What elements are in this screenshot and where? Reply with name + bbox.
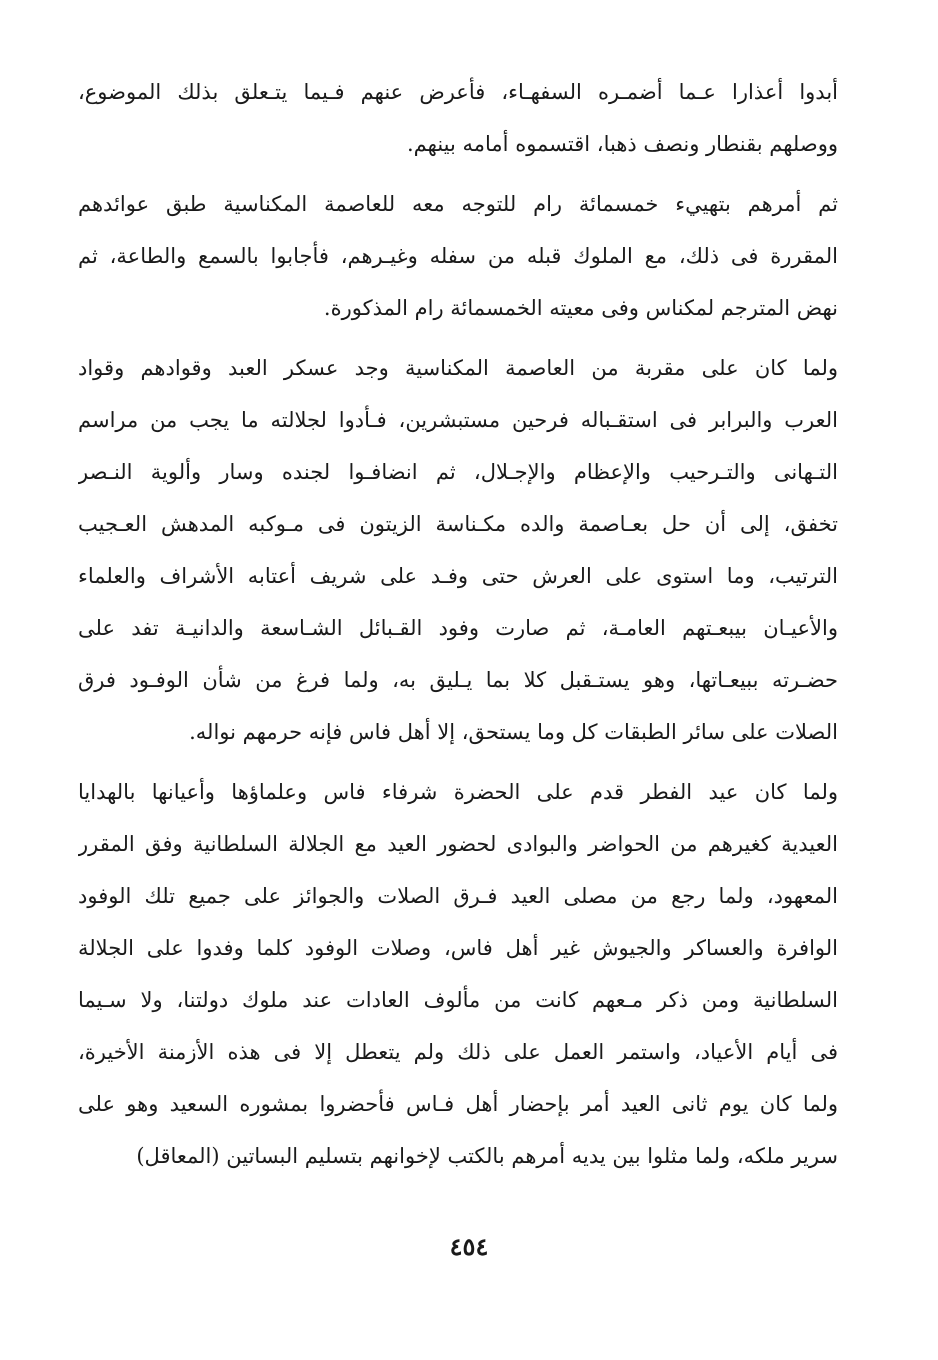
text-line: والأعيـان بيبعـتهم العامـة، ثم صارت وفود القـبائل الشـاسعة والدانيـة تفد على xyxy=(78,616,838,640)
text-line: ووصلهم بقنطار ونصف ذهبا، اقتسموه أمامه بينهم. xyxy=(407,132,838,156)
text-line: الوافرة والعساكر والجيوش غير أهل فاس، وصلات الوفود كلما وفدوا على الجلالة xyxy=(78,936,838,960)
text-line: ولما كان عيد الفطر قدم على الحضرة شرفاء فاس وعلماؤها وأعيانها بالهدايا xyxy=(78,780,838,804)
text-line: أبدوا أعذارا عـما أضمـره السفهـاء، فأعرض عنهم فـيما يتـعلق بذلك الموضوع، xyxy=(78,80,838,104)
page-number: ٤٥٤ xyxy=(449,1232,489,1261)
paragraph xyxy=(78,66,838,170)
text-line: المعهود، ولما رجع من مصلى العيد فـرق الصلات والجوائز على جميع تلك الوفود xyxy=(78,884,838,908)
text-line: الترتيب، وما استوى على العرش حتى وفـد على شريف أعتابه الأشراف والعلماء xyxy=(78,564,838,588)
text-line: التـهانى والتـرحيب والإعظام والإجـلال، ثم انضافـوا لجنده وسار وألوية النـصر xyxy=(78,460,838,484)
text-line: السلطانية ومن ذكر مـعهم كانت من مألوف العادات عند ملوك دولتنا، ولا سـيما xyxy=(78,988,838,1012)
text-line: نهض المترجم لمكناس وفى معيته الخمسمائة رام المذكورة. xyxy=(323,296,838,320)
text-line: العرب والبرابر فى استقـباله فرحين مستبشرين، فـأدوا لجلالته ما يجب من مراسم xyxy=(78,408,838,432)
paragraph xyxy=(78,766,838,1182)
text-line: تخفق، إلى أن حل بعـاصمة والده مكـناسة الزيتون فى مـوكبه المدهش العـجيب xyxy=(78,512,838,536)
text-line: ولما كان على مقربة من العاصمة المكناسية وجد عسكر العبد وقوادهم وقواد xyxy=(78,356,838,380)
text-line: المقررة فى ذلك، مع الملوك قبله من سفله وغيـرهم، فأجابوا بالسمع والطاعة، ثم xyxy=(78,244,838,268)
paragraph xyxy=(78,342,838,758)
document-body xyxy=(78,66,838,1182)
text-line: الصلات على سائر الطبقات كل وما يستحق، إلا أهل فاس فإنه حرمهم نواله. xyxy=(189,720,838,744)
text-line: ولما كان يوم ثانى العيد أمر بإحضار أهل فـاس فأحضروا بمشوره السعيد وهو على xyxy=(78,1092,838,1116)
text-line: سرير ملكه، ولما مثلوا بين يديه أمرهم بالكتب لإخوانهم بتسليم البساتين (المعاقل) xyxy=(136,1144,838,1168)
paragraph xyxy=(78,178,838,334)
text-line: حضـرته ببيعـاتها، وهو يستـقبل كلا بما يـليق به، ولما فرغ من شأن الوفـود فرق xyxy=(78,668,838,692)
text-line: فى أيام الأعياد، واستمر العمل على ذلك ولم يتعطل إلا فى هذه الأزمنة الأخيرة، xyxy=(78,1040,838,1064)
text-line: ثم أمرهم بتهييء خمسمائة رام للتوجه معه للعاصمة المكناسية طبق عوائدهم xyxy=(78,192,838,216)
text-line: العيدية كغيرهم من الحواضر والبوادى لحضور العيد مع الجلالة السلطانية وفق المقرر xyxy=(78,832,838,856)
